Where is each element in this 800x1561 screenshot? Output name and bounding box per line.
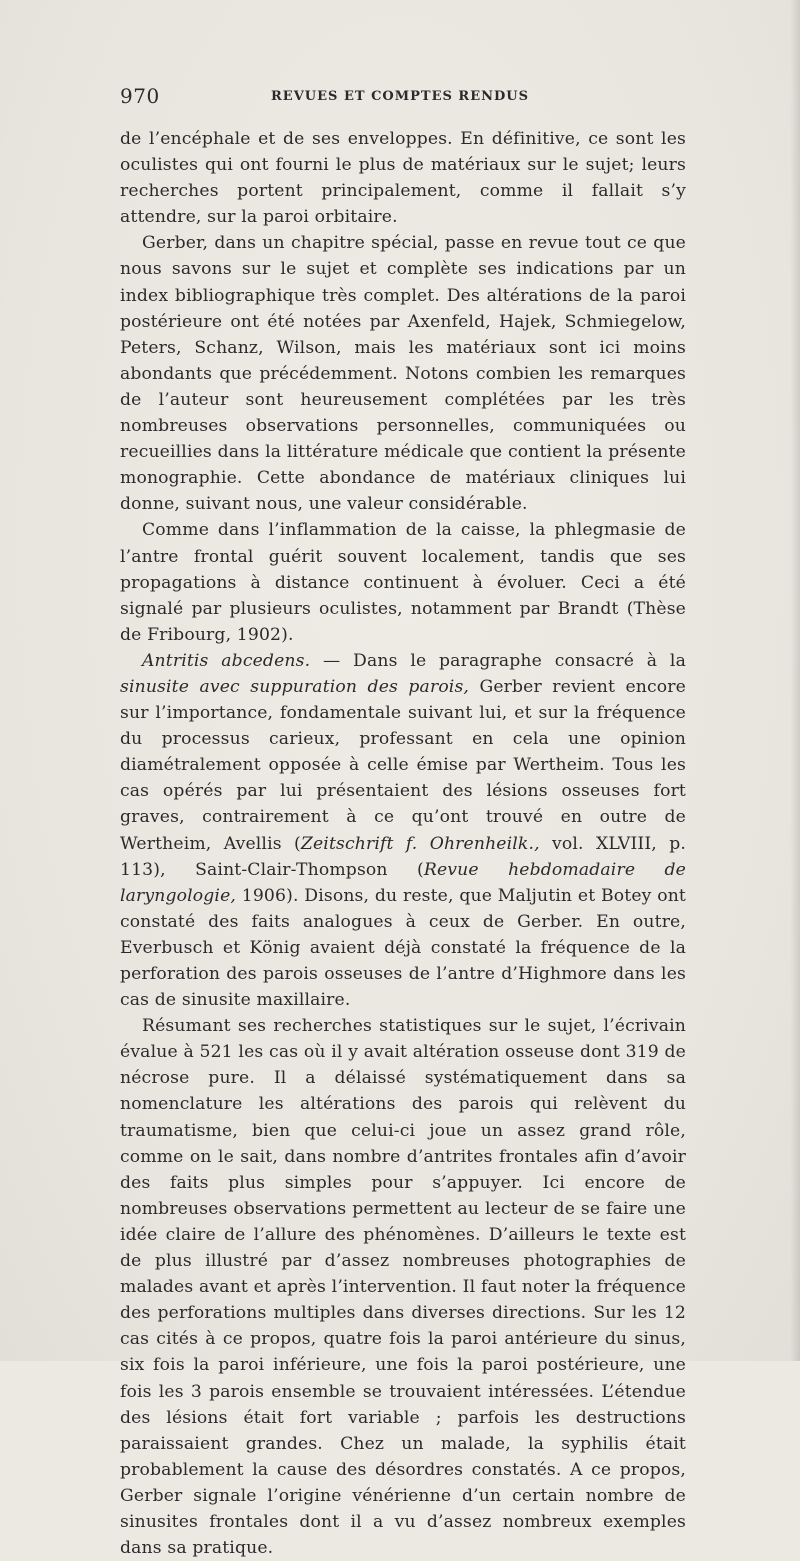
page-header [120, 84, 680, 114]
page-number: 970 [120, 84, 160, 108]
text-run: vol. XLVIII, p. 113), Saint-Clair-Thompson ( [120, 833, 686, 880]
text-run: Gerber revient encore sur l’importance, fondamentale suivant lui, et sur la fréquence du processus carieux, professant en cela une opinion diamétralement opposée à celle émise par Wertheim. Tous les cas opérés par lui présentaient des lésions osseuses fort graves, contrairement à ce qu’ont trouvé en outre de Wertheim, Avellis ( [120, 676, 686, 854]
running-title: REVUES ET COMPTES RENDUS [271, 89, 529, 104]
journal-title: Zeitschrift f. Ohrenheilk., [300, 833, 540, 854]
paragraph [120, 648, 686, 1013]
paragraph: Gerber, dans un chapitre spécial, passe en revue tout ce que nous savons sur le sujet et complète ses indications par un index bibliographique très complet. Des altérations de la paroi postérieure ont été notées par Axenfeld, Hajek, Schmiegelow, Peters, Schanz, Wilson, mais les matériaux sont ici moins abondants que précédemment. Notons combien les remarques de l’auteur sont heureusement complétées par les très nombreuses observations personnelles, communiquées ou recueillies dans la littérature médicale que contient la présente monographie. Cette abondance de matériaux cliniques lui donne, suivant nous, une valeur considérable. [120, 233, 686, 515]
page-edge-shadow [790, 0, 800, 1361]
article-body [120, 126, 686, 1561]
paragraph: Résumant ses recherches statistiques sur le sujet, l’écrivain évalue à 521 les cas où il y avait altération osseuse dont 319 de nécrose pure. Il a délaissé systématiquement dans sa nomenclature les altérations des parois qui relèvent du traumatisme, bien que celui-ci joue un assez grand rôle, comme on le sait, dans nombre d’antrites frontales afin d’avoir des faits plus simples pour s’appuyer. Ici encore de nombreuses observations permettent au lecteur de se faire une idée claire de l’allure des phénomènes. D’ailleurs le texte est de plus illustré par d’assez nombreuses photographies de malades avant et après l’intervention. Il faut noter la fréquence des perforations multiples dans diverses directions. Sur les 12 cas cités à ce propos, quatre fois la paroi antérieure du sinus, six fois la paroi inférieure, une fois la paroi postérieure, une fois les 3 parois ensemble se trouvaient intéressées. L’étendue des lésions était fort variable ; parfois les destructions paraissaient grandes. Chez un malade, la syphilis était probablement la cause des désordres constatés. A ce propos, Gerber signale l’origine vénérienne d’un certain nombre de sinusites frontales dont il a vu d’assez nombreux exemples dans sa pratique. [120, 1016, 686, 1559]
paragraph: Comme dans l’inflammation de la caisse, la phlegmasie de l’antre frontal guérit souvent localement, tandis que ses propagations à distance continuent à évoluer. Ceci a été signalé par plusieurs oculistes, notamment par Brandt (Thèse de Fribourg, 1902). [120, 520, 686, 645]
text-run: 1906). Disons, du reste, que Maljutin et Botey ont constaté des faits analogues à ceux de Gerber. En outre, Everbusch et König avaient déjà constaté la fréquence de la perforation des parois osseuses de l’antre d’Highmore dans les cas de sinusite maxillaire. [120, 885, 686, 1011]
text-run: — Dans le paragraphe consacré à la [310, 650, 686, 671]
italic-run: sinusite avec suppuration des parois, [120, 676, 470, 697]
journal-title: Revue hebdomadaire de laryngologie, [120, 859, 686, 906]
section-heading-italic: Antritis abcedens. [142, 650, 311, 671]
paragraph: de l’encéphale et de ses enveloppes. En définitive, ce sont les oculistes qui ont fourni le plus de matériaux sur le sujet; leurs recherches portent principalement, comme il fallait s’y attendre, sur la paroi orbitaire. [120, 129, 686, 228]
